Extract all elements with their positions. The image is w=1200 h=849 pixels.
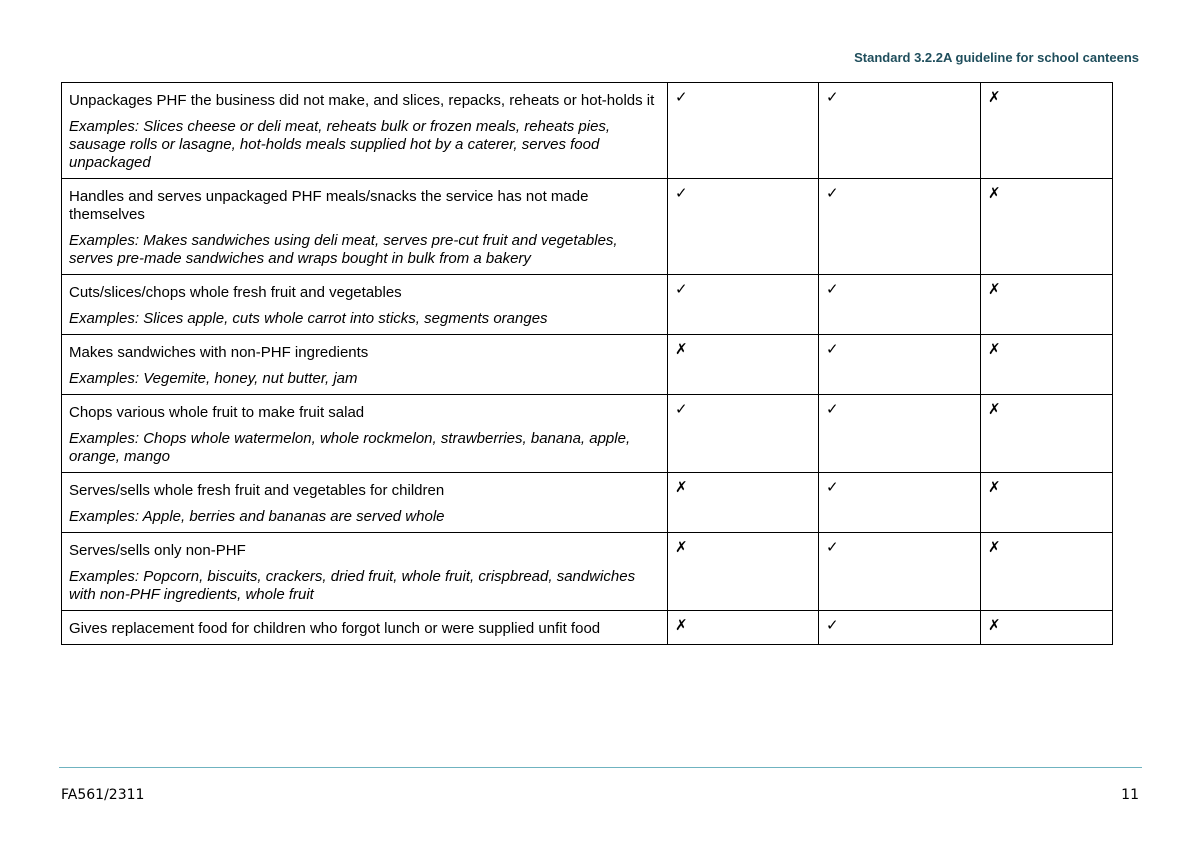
mark-cell-1: ✗: [668, 473, 819, 533]
activity-cell: [62, 83, 668, 179]
guideline-table: [61, 82, 1113, 645]
table-row: [62, 611, 1113, 645]
table-row: [62, 275, 1113, 335]
mark-cell-1: ✓: [668, 395, 819, 473]
activity-cell: [62, 533, 668, 611]
mark-cell-2: ✓: [819, 335, 981, 395]
examples-text: Examples: Slices apple, cuts whole carrot into sticks, segments oranges: [69, 310, 548, 327]
table-row: [62, 395, 1113, 473]
mark-cell-3: ✗: [981, 83, 1113, 179]
mark-cell-2: ✓: [819, 395, 981, 473]
examples-text: Examples: Apple, berries and bananas are served whole: [69, 508, 445, 525]
mark-cell-2: ✓: [819, 611, 981, 645]
mark-cell-3: ✗: [981, 473, 1113, 533]
mark-cell-2: ✓: [819, 473, 981, 533]
mark-cell-3: ✗: [981, 275, 1113, 335]
examples-text: Examples: Vegemite, honey, nut butter, jam: [69, 370, 358, 387]
mark-cell-3: ✗: [981, 395, 1113, 473]
activity-cell: [62, 335, 668, 395]
table-row: [62, 473, 1113, 533]
mark-cell-2: ✓: [819, 533, 981, 611]
examples-text: Examples: Popcorn, biscuits, crackers, dried fruit, whole fruit, crispbread, sandwiches with non-PHF ingredients, whole fruit: [69, 568, 636, 603]
table-row: [62, 179, 1113, 275]
mark-cell-3: ✗: [981, 533, 1113, 611]
mark-cell-1: ✓: [668, 275, 819, 335]
activity-cell: [62, 473, 668, 533]
activity-text: Cuts/slices/chops whole fresh fruit and vegetables: [69, 284, 402, 301]
mark-cell-1: ✗: [668, 335, 819, 395]
page-number: 11: [1121, 787, 1139, 803]
mark-cell-3: ✗: [981, 179, 1113, 275]
mark-cell-2: ✓: [819, 83, 981, 179]
mark-cell-2: ✓: [819, 275, 981, 335]
table-row: [62, 533, 1113, 611]
activity-text: Gives replacement food for children who forgot lunch or were supplied unfit food: [69, 620, 601, 637]
activity-text: Serves/sells only non-PHF: [69, 542, 246, 559]
examples-text: Examples: Makes sandwiches using deli meat, serves pre-cut fruit and vegetables, serves pre-made sandwiches and wraps bought in bulk from a bakery: [69, 232, 618, 267]
mark-cell-3: ✗: [981, 335, 1113, 395]
activity-cell: [62, 611, 668, 645]
activity-cell: [62, 395, 668, 473]
document-code: FA561/2311: [61, 787, 145, 803]
activity-text: Makes sandwiches with non-PHF ingredients: [69, 344, 369, 361]
activity-cell: [62, 179, 668, 275]
mark-cell-1: ✓: [668, 83, 819, 179]
activity-cell: [62, 275, 668, 335]
mark-cell-1: ✗: [668, 611, 819, 645]
table-row: [62, 335, 1113, 395]
mark-cell-1: ✗: [668, 533, 819, 611]
table-row: [62, 83, 1113, 179]
examples-text: Examples: Slices cheese or deli meat, reheats bulk or frozen meals, reheats pies, sausage rolls or lasagne, hot-holds meals supplied hot by a caterer, serves food unpackaged: [69, 118, 611, 171]
footer-divider: [59, 767, 1142, 768]
activity-text: Handles and serves unpackaged PHF meals/snacks the service has not made themselves: [69, 188, 589, 223]
activity-text: Serves/sells whole fresh fruit and vegetables for children: [69, 482, 445, 499]
mark-cell-2: ✓: [819, 179, 981, 275]
page-header-title: Standard 3.2.2A guideline for school canteens: [854, 50, 1139, 65]
activity-text: Chops various whole fruit to make fruit salad: [69, 404, 365, 421]
activity-text: Unpackages PHF the business did not make, and slices, repacks, reheats or hot-holds it: [69, 92, 655, 109]
mark-cell-3: ✗: [981, 611, 1113, 645]
mark-cell-1: ✓: [668, 179, 819, 275]
examples-text: Examples: Chops whole watermelon, whole rockmelon, strawberries, banana, apple, orange, mango: [69, 430, 631, 465]
